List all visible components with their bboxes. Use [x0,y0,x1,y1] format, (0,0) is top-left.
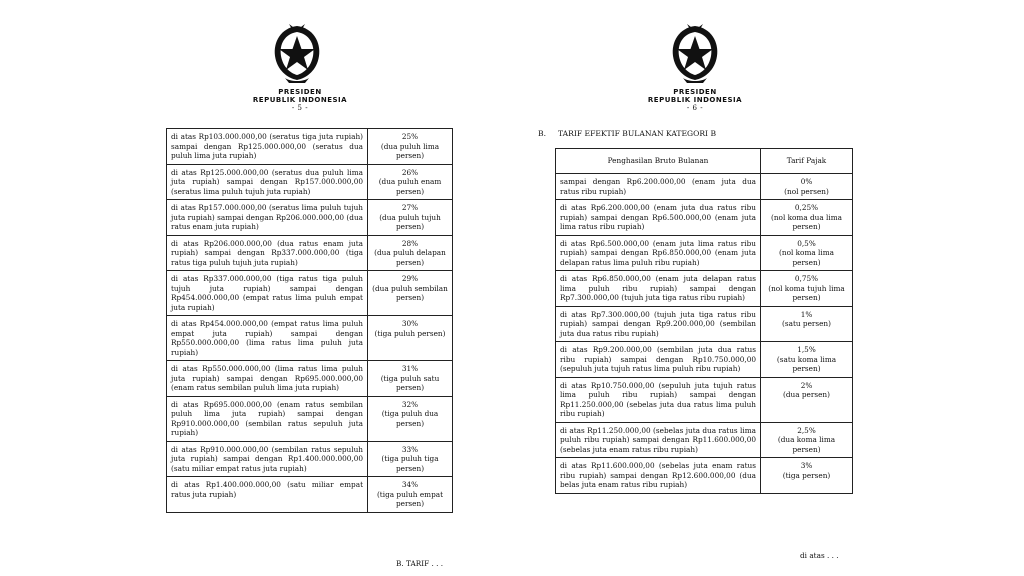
rate-words: (tiga puluh satu persen) [380,373,440,392]
header-title [230,88,370,112]
income-range-cell: di atas Rp11.600.000,00 (sebelas juta enam ratus ribu rupiah) sampai dengan Rp12.600.000,00 (dua belas juta enam ratus ribu rupiah) [556,458,761,494]
table-row [167,271,453,316]
rate-words: (dua puluh tujuh persen) [379,212,441,231]
page-number: - 5 - [291,104,309,112]
rate-percent: 33% [401,444,419,454]
page-6 [530,0,860,576]
header-title-line2: REPUBLIK INDONESIA [252,96,348,104]
table-row [556,271,853,307]
rate-percent: 0,25% [794,203,819,212]
income-range-cell: di atas Rp9.200.000,00 (sembilan juta dua ratus ribu rupiah) sampai dengan Rp10.750.000,00 (sepuluh juta tujuh ratus lima puluh ribu rupiah) [556,342,761,378]
tax-rate-cell [368,361,453,397]
section-title-text: TARIF EFEKTIF BULANAN KATEGORI B [558,129,717,138]
column-header-rate: Tarif Pajak [761,149,853,174]
header-title [625,88,765,112]
rate-percent: 0,5% [797,238,816,248]
rate-percent: 3% [800,461,813,470]
income-range-cell: di atas Rp6.200.000,00 (enam juta dua ratus ribu rupiah) sampai dengan Rp6.500.000,00 (enam juta lima ratus ribu rupiah) [556,200,761,236]
tax-rate-cell [368,316,453,361]
table-row [556,200,853,236]
rate-percent: 1% [800,309,813,319]
section-letter: B. [538,129,546,138]
table-row [167,235,453,271]
tax-rate-cell [368,396,453,441]
rate-words: (tiga puluh tiga persen) [381,454,439,473]
table-row [556,458,853,494]
rate-percent: 2% [800,380,813,390]
rate-percent: 2,5% [797,425,816,435]
tax-rate-cell [368,235,453,271]
rate-words: (dua koma lima persen) [777,435,836,454]
income-range-cell: di atas Rp695.000.000,00 (enam ratus sembilan puluh lima juta rupiah) sampai dengan Rp910.000.000,00 (sembilan ratus sepuluh juta rupiah) [167,396,368,441]
rate-words: (nol koma lima persen) [779,248,834,267]
rate-percent: 34% [401,480,419,489]
table-row [556,235,853,271]
tax-rate-cell [761,342,853,378]
table-row [556,342,853,378]
rate-words: (tiga persen) [782,470,831,480]
income-range-cell: di atas Rp1.400.000.000,00 (satu miliar empat ratus juta rupiah) [167,477,368,513]
rate-words: (dua puluh enam persen) [378,177,442,196]
header-title-line1: PRESIDEN [673,88,717,96]
tax-rate-cell [761,174,853,200]
income-range-cell: di atas Rp6.500.000,00 (enam juta lima ratus ribu rupiah) sampai dengan Rp6.850.000,00 (enam juta delapan ratus lima puluh ribu rupiah) [556,235,761,271]
income-range-cell: di atas Rp910.000.000,00 (sembilan ratus sepuluh juta rupiah) sampai dengan Rp1.400.000.000,00 (satu miliar empat ratus juta rupiah) [167,441,368,477]
header-title-line2: REPUBLIK INDONESIA [647,96,743,104]
garuda-emblem-icon [665,22,725,84]
section-title [538,129,716,138]
table-row [167,361,453,397]
tax-rate-cell [761,235,853,271]
rate-percent: 28% [401,238,419,248]
table-header-row [556,149,853,174]
table-row [556,174,853,200]
rate-words: (tiga puluh persen) [374,328,446,338]
table-row [556,306,853,342]
rate-words: (dua puluh sembilan persen) [372,283,448,302]
rate-percent: 26% [401,167,419,177]
rate-percent: 29% [401,274,419,283]
income-range-cell: di atas Rp6.850.000,00 (enam juta delapan ratus lima puluh ribu rupiah) sampai dengan Rp7.300.000,00 (tujuh juta tiga ratus ribu rupiah) [556,271,761,307]
income-range-cell: sampai dengan Rp6.200.000,00 (enam juta dua ratus ribu rupiah) [556,174,761,200]
rate-words: (nol koma dua lima persen) [771,212,842,231]
rate-percent: 0% [800,177,813,186]
income-range-cell: di atas Rp125.000.000,00 (seratus dua puluh lima juta rupiah) sampai dengan Rp157.000.000,00 (seratus lima puluh tujuh juta rupiah) [167,164,368,200]
rate-words: (satu persen) [782,319,831,328]
garuda-emblem-icon [267,22,327,84]
header-title-line1: PRESIDEN [278,88,322,96]
rate-words: (dua puluh lima persen) [380,141,440,160]
rate-words: (nol koma tujuh lima persen) [768,283,845,302]
income-range-cell: di atas Rp10.750.000,00 (sepuluh juta tujuh ratus lima puluh ribu rupiah) sampai dengan Rp11.250.000,00 (sebelas juta dua ratus lima puluh ribu rupiah) [556,377,761,422]
income-range-cell: di atas Rp157.000.000,00 (seratus lima puluh tujuh juta rupiah) sampai dengan Rp206.000.000,00 (dua ratus enam juta rupiah) [167,200,368,236]
rate-percent: 1,5% [797,345,816,354]
rate-words: (tiga puluh dua persen) [381,409,439,428]
rate-percent: 0,75% [794,274,819,283]
income-range-cell: di atas Rp454.000.000,00 (empat ratus lima puluh empat juta rupiah) sampai dengan Rp550.000.000,00 (lima ratus lima puluh juta rupiah) [167,316,368,361]
rate-percent: 32% [401,399,419,409]
tax-rate-cell [368,441,453,477]
income-range-cell: di atas Rp11.250.000,00 (sebelas juta dua ratus lima puluh ribu rupiah) sampai dengan Rp11.600.000,00 (sebelas juta enam ratus ribu rupiah) [556,422,761,458]
tax-rate-cell [761,422,853,458]
tax-rate-table [166,128,453,513]
tax-rate-cell [368,129,453,165]
table-row [167,316,453,361]
income-range-cell: di atas Rp7.300.000,00 (tujuh juta tiga ratus ribu rupiah) sampai dengan Rp9.200.000,00 (sembilan juta dua ratus ribu rupiah) [556,306,761,342]
table-row [167,441,453,477]
table-row [167,129,453,165]
rate-words: (dua persen) [783,390,830,399]
rate-percent: 27% [401,203,419,212]
tax-rate-cell [761,271,853,307]
tax-rate-cell [761,458,853,494]
rate-words: (nol persen) [784,186,829,196]
page-footer: di atas . . . [800,551,839,560]
income-range-cell: di atas Rp103.000.000,00 (seratus tiga juta rupiah) sampai dengan Rp125.000.000,00 (seratus dua puluh lima juta rupiah) [167,129,368,165]
income-range-cell: di atas Rp206.000.000,00 (dua ratus enam juta rupiah) sampai dengan Rp337.000.000,00 (tiga ratus tiga puluh tujuh juta rupiah) [167,235,368,271]
table-row [167,164,453,200]
table-row [167,396,453,441]
rate-percent: 25% [401,132,419,141]
rate-words: (satu koma lima persen) [776,354,837,373]
rate-words: (dua puluh delapan persen) [374,248,446,267]
tax-rate-cell [761,377,853,422]
tax-rate-cell [368,271,453,316]
tax-rate-cell [368,200,453,236]
table-row [167,200,453,236]
tax-rate-cell [368,164,453,200]
income-range-cell: di atas Rp337.000.000,00 (tiga ratus tiga puluh tujuh juta rupiah) sampai dengan Rp454.000.000,00 (empat ratus lima puluh empat juta rupiah) [167,271,368,316]
column-header-income: Penghasilan Bruto Bulanan [556,149,761,174]
rate-percent: 30% [401,319,419,328]
table-row [556,377,853,422]
page-5 [150,0,470,576]
tax-rate-table-category-b [555,148,853,494]
income-range-cell: di atas Rp550.000.000,00 (lima ratus lima puluh juta rupiah) sampai dengan Rp695.000.000,00 (enam ratus sembilan puluh lima juta rupiah) [167,361,368,397]
rate-percent: 31% [401,364,419,373]
tax-rate-cell [761,200,853,236]
page-number: - 6 - [686,104,704,112]
table-row [167,477,453,513]
table-row [556,422,853,458]
rate-words: (tiga puluh empat persen) [376,489,444,508]
page-footer: B. TARIF . . . [396,559,444,568]
tax-rate-cell [761,306,853,342]
tax-rate-cell [368,477,453,513]
